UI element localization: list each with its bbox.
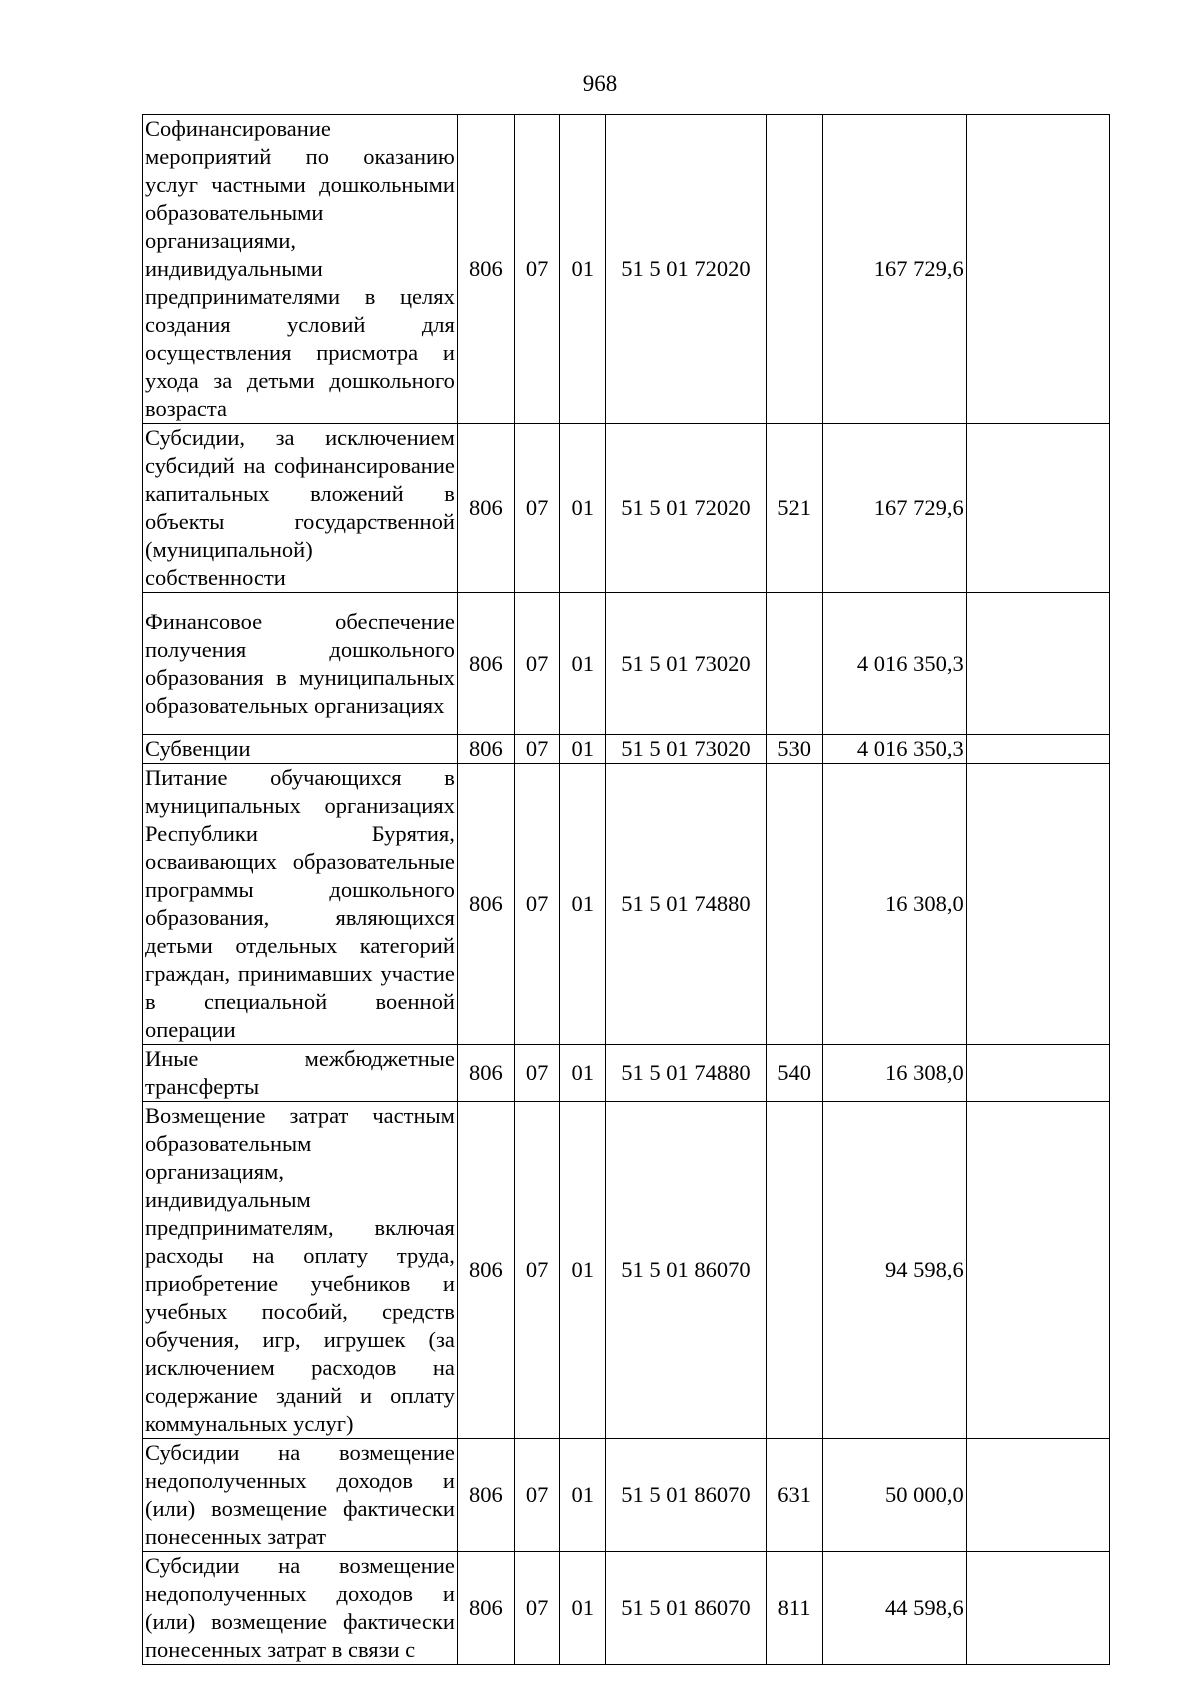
row-sum: 167 729,6 — [822, 424, 966, 593]
page-number: 968 — [582, 71, 618, 96]
row-sum: 4 016 350,3 — [822, 735, 966, 764]
row-ved: 806 — [457, 115, 514, 424]
row-vr: 811 — [766, 1552, 822, 1665]
row-csr: 51 5 01 72020 — [606, 115, 766, 424]
row-ved: 806 — [457, 1439, 514, 1552]
row-name: Питание обучающихся в муниципальных организациях Республики Бурятия, осваивающих образовательные программы дошкольного образования, являющихся детьми отдельных категорий граждан, принимавших участие в специальной военной операции — [143, 764, 458, 1045]
row-vr — [766, 764, 822, 1045]
row-name: Субсидии, за исключением субсидий на софинансирование капитальных вложений в объекты государственной (муниципальной) собственности — [143, 424, 458, 593]
row-csr: 51 5 01 74880 — [606, 764, 766, 1045]
table-row — [143, 1102, 1110, 1439]
row-rz: 07 — [514, 593, 560, 735]
row-sum: 94 598,6 — [822, 1102, 966, 1439]
table-row — [143, 115, 1110, 424]
table-row — [143, 764, 1110, 1045]
row-csr: 51 5 01 86070 — [606, 1439, 766, 1552]
row-csr: 51 5 01 72020 — [606, 424, 766, 593]
row-rz: 07 — [514, 1045, 560, 1102]
row-csr: 51 5 01 73020 — [606, 735, 766, 764]
row-pr: 01 — [560, 593, 606, 735]
row-csr: 51 5 01 74880 — [606, 1045, 766, 1102]
row-csr: 51 5 01 86070 — [606, 1552, 766, 1665]
budget-table — [142, 114, 1110, 1665]
row-vr — [766, 593, 822, 735]
row-extra — [966, 1102, 1109, 1439]
row-rz: 07 — [514, 115, 560, 424]
row-ved: 806 — [457, 735, 514, 764]
table-row — [143, 424, 1110, 593]
row-ved: 806 — [457, 1552, 514, 1665]
row-rz: 07 — [514, 424, 560, 593]
row-ved: 806 — [457, 764, 514, 1045]
row-extra — [966, 735, 1109, 764]
row-pr: 01 — [560, 1552, 606, 1665]
row-extra — [966, 593, 1109, 735]
row-pr: 01 — [560, 1439, 606, 1552]
row-sum: 50 000,0 — [822, 1439, 966, 1552]
row-ved: 806 — [457, 1045, 514, 1102]
row-rz: 07 — [514, 735, 560, 764]
row-sum: 16 308,0 — [822, 764, 966, 1045]
row-name: Субсидии на возмещение недополученных доходов и (или) возмещение фактически понесенных затрат — [143, 1439, 458, 1552]
row-name: Иные межбюджетные трансферты — [143, 1045, 458, 1102]
row-csr: 51 5 01 86070 — [606, 1102, 766, 1439]
row-extra — [966, 424, 1109, 593]
row-sum: 44 598,6 — [822, 1552, 966, 1665]
row-sum: 4 016 350,3 — [822, 593, 966, 735]
table-row — [143, 1439, 1110, 1552]
row-sum: 16 308,0 — [822, 1045, 966, 1102]
row-rz: 07 — [514, 1439, 560, 1552]
row-pr: 01 — [560, 1102, 606, 1439]
row-ved: 806 — [457, 1102, 514, 1439]
row-rz: 07 — [514, 1102, 560, 1439]
table-row — [143, 1552, 1110, 1665]
row-csr: 51 5 01 73020 — [606, 593, 766, 735]
row-vr — [766, 115, 822, 424]
row-pr: 01 — [560, 1045, 606, 1102]
table-row — [143, 1045, 1110, 1102]
row-pr: 01 — [560, 764, 606, 1045]
row-vr: 530 — [766, 735, 822, 764]
row-name: Финансовое обеспечение получения дошкольного образования в муниципальных образовательных организациях — [143, 593, 458, 735]
row-vr: 540 — [766, 1045, 822, 1102]
table-row — [143, 593, 1110, 735]
row-name: Софинансирование мероприятий по оказанию услуг частными дошкольными образовательными организациями, индивидуальными предпринимателями в целях создания условий для осуществления присмотра и ухода за детьми дошкольного возраста — [143, 115, 458, 424]
row-name: Возмещение затрат частным образовательным организациям, индивидуальным предпринимателям, включая расходы на оплату труда, приобретение учебников и учебных пособий, средств обучения, игр, игрушек (за исключением расходов на содержание зданий и оплату коммунальных услуг) — [143, 1102, 458, 1439]
row-extra — [966, 1045, 1109, 1102]
row-vr — [766, 1102, 822, 1439]
row-pr: 01 — [560, 424, 606, 593]
row-pr: 01 — [560, 735, 606, 764]
row-extra — [966, 115, 1109, 424]
row-extra — [966, 1439, 1109, 1552]
row-sum: 167 729,6 — [822, 115, 966, 424]
row-vr: 521 — [766, 424, 822, 593]
row-ved: 806 — [457, 424, 514, 593]
row-extra — [966, 764, 1109, 1045]
row-extra — [966, 1552, 1109, 1665]
row-name: Субсидии на возмещение недополученных доходов и (или) возмещение фактически понесенных затрат в связи с — [143, 1552, 458, 1665]
row-rz: 07 — [514, 764, 560, 1045]
row-vr: 631 — [766, 1439, 822, 1552]
row-name: Субвенции — [143, 735, 458, 764]
table-row — [143, 735, 1110, 764]
row-ved: 806 — [457, 593, 514, 735]
row-pr: 01 — [560, 115, 606, 424]
row-rz: 07 — [514, 1552, 560, 1665]
